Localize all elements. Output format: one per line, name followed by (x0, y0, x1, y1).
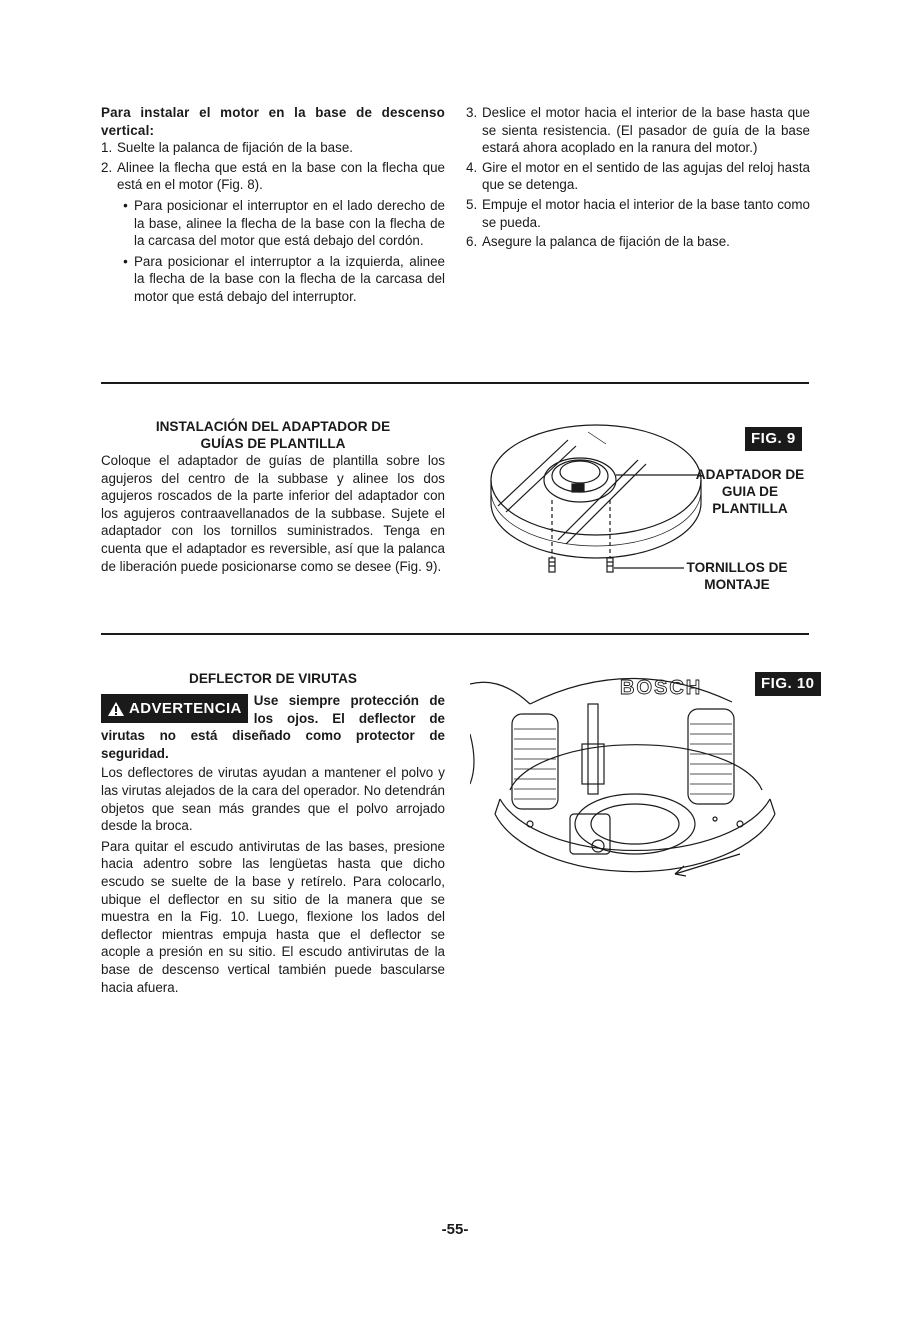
heading-line-2: GUÍAS DE PLANTILLA (200, 436, 346, 451)
step-5 (466, 196, 810, 231)
step-2 (101, 159, 445, 194)
step-number: 1. (101, 140, 113, 156)
step-text: Asegure la palanca de fijación de la base. (482, 234, 730, 250)
step-1 (101, 139, 445, 157)
callout-line: GUIA DE (721, 484, 779, 499)
section-body: Coloque el adaptador de guías de plantilla sobre los agujeros del centro de la subbase y alinee los dos agujeros roscados de la parte inferior del adaptador con los agujeros contraavellanados de la subbase. Sujete el adaptador con los tornillos suministrados. Tenga en cuenta que el adaptador es reversible, así que la palanca de liberación puede posicionarse como se desee (Fig. 9). (101, 453, 445, 574)
section-template-guide (101, 418, 445, 575)
section-heading (101, 418, 445, 452)
brand-logo: BOSCH (620, 677, 703, 699)
warning-badge (101, 694, 248, 723)
step-number: 2. (101, 159, 113, 175)
section-title: Para instalar el motor en la base de descenso vertical: (101, 105, 445, 138)
fig-9-badge: FIG. 9 (745, 427, 802, 451)
fig-10-illustration (470, 664, 780, 914)
section-motor-install-right (466, 104, 810, 251)
warning-triangle-icon (107, 701, 125, 717)
warning-label: ADVERTENCIA (129, 699, 242, 717)
bullet-dot: • (123, 253, 128, 269)
section-motor-install-left (101, 104, 445, 308)
bullet-text: Para posicionar el interruptor en el lado derecho de la base, alinee la flecha de la base con la flecha de la carcasa del motor que está debajo del cordón. (134, 197, 445, 249)
step-number: 4. (466, 159, 478, 175)
step-6 (466, 233, 810, 251)
step-text: Alinee la flecha que está en la base con la flecha que está en el motor (Fig. 8). (117, 159, 445, 193)
callout-line: MONTAJE (704, 577, 770, 592)
bullet-1 (117, 197, 445, 250)
warning-text: Use siempre protección de los ojos. El deflector de virutas no está diseñado como protector de seguridad. (101, 693, 445, 761)
bullet-2 (117, 253, 445, 306)
callout-line: PLANTILLA (712, 501, 788, 516)
heading-line-1: INSTALACIÓN DEL ADAPTADOR DE (155, 419, 391, 434)
callout-line: ADAPTADOR DE (695, 467, 805, 482)
page-number: -55- (441, 1221, 469, 1238)
step-number: 6. (466, 234, 478, 250)
step-number: 5. (466, 196, 478, 212)
callout-line: TORNILLOS DE (686, 560, 788, 575)
step-text: Gire el motor en el sentido de las agujas del reloj hasta que se detenga. (482, 159, 810, 193)
paragraph-2: Para quitar el escudo antivirutas de las bases, presione hacia adentro sobre las lengüetas hasta que dicho escudo se suelte de la base y retírelo. Para colocarlo, ubique el deflector en su sitio de la manera que se muestra en la Fig. 10. Luego, flexione los lados del deflector mientras empuja hasta que el deflector se acople a presión en su sitio. El escudo antivirutas de la base de descenso vertical también puede bascularse hacia afuera. (101, 838, 445, 995)
divider-2 (101, 633, 809, 635)
step-text: Deslice el motor hacia el interior de la base hasta que se sienta resistencia. (El pasador de guía de la base estará ahora acoplado en la ranura del motor.) (482, 105, 810, 156)
callout-mounting-screws (685, 559, 789, 593)
bullet-text: Para posicionar el interruptor a la izquierda, alinee la flecha de la base con la flecha de la carcasa del motor que está debajo del interruptor. (134, 253, 445, 304)
callout-template-adapter (695, 466, 805, 517)
step-text: Suelte la palanca de fijación de la base. (117, 140, 353, 156)
step-4 (466, 159, 810, 194)
fig-10-badge: FIG. 10 (755, 672, 821, 696)
step-3 (466, 104, 810, 157)
fig-9-illustration (488, 418, 718, 598)
warning-block (101, 692, 445, 762)
step-text: Empuje el motor hacia el interior de la base tanto como se pueda. (482, 196, 810, 230)
bullet-dot: • (123, 197, 128, 213)
section-heading: DEFLECTOR DE VIRUTAS (189, 671, 357, 686)
section-chip-deflector (101, 670, 445, 996)
divider-1 (101, 382, 809, 384)
step-number: 3. (466, 105, 478, 120)
paragraph-1: Los deflectores de virutas ayudan a mantener el polvo y las virutas alejados de la cara del operador. No detendrán objetos que sean más grandes que el polvo arrojado desde la broca. (101, 765, 445, 834)
